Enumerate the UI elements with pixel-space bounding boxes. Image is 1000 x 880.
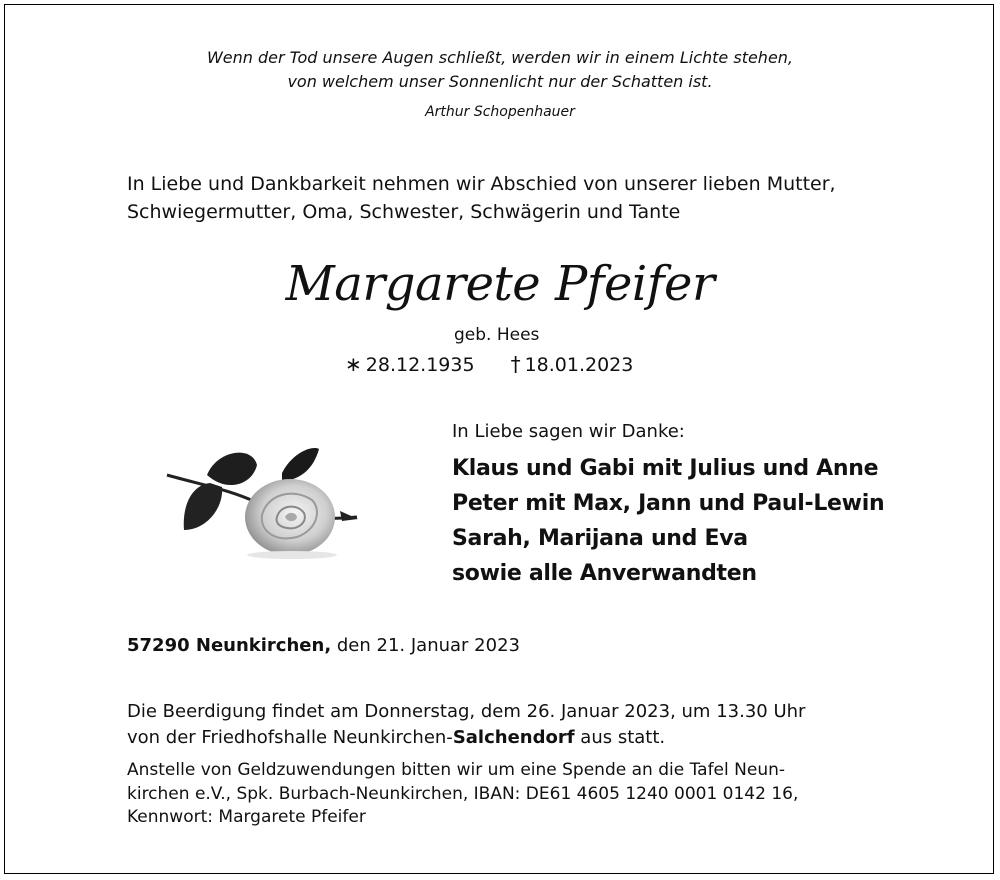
- intro-line-1: In Liebe und Dankbarkeit nehmen wir Abschied von unserer lieben Mutter,: [127, 173, 836, 195]
- death-date: 18.01.2023: [524, 354, 634, 376]
- donation-info: [127, 759, 897, 830]
- family-line-1: Klaus und Gabi mit Julius und Anne: [452, 456, 879, 481]
- funeral-info: [127, 699, 897, 751]
- intro-text: [127, 170, 907, 226]
- family-line-2: Peter mit Max, Jann und Paul-Lewin: [452, 491, 885, 516]
- place-city: 57290 Neunkirchen,: [127, 635, 332, 656]
- quote-line-1: Wenn der Tod unsere Augen schließt, werden wir in einem Lichte stehen,: [206, 48, 794, 67]
- quote-author: Arthur Schopenhauer: [425, 104, 575, 120]
- intro-line-2: Schwiegermutter, Oma, Schwester, Schwägerin und Tante: [127, 201, 681, 223]
- funeral-line-2-c: aus statt.: [574, 727, 666, 748]
- life-dates: [345, 351, 633, 378]
- donation-line-3: Kennwort: Margarete Pfeifer: [127, 807, 366, 827]
- thanks-lead: In Liebe sagen wir Danke:: [452, 421, 685, 442]
- donation-line-2: kirchen e.V., Spk. Burbach-Neunkirchen, IBAN: DE61 4605 1240 0001 0142 16,: [127, 783, 799, 804]
- place-date-text: den 21. Januar 2023: [331, 635, 520, 656]
- family-list: [452, 451, 932, 591]
- funeral-line-2: [127, 725, 897, 751]
- funeral-location: Salchendorf: [452, 727, 575, 748]
- quote-line-2: von welchem unser Sonnenlicht nur der Schatten ist.: [287, 72, 713, 91]
- born-name: geb. Hees: [454, 325, 540, 345]
- death-cross-icon: †: [510, 352, 521, 376]
- funeral-line-2-a: von der Friedhofshalle Neunkirchen-: [127, 727, 453, 748]
- deceased-name: Margarete Pfeifer: [285, 256, 715, 312]
- donation-line-1: Anstelle von Geldzuwendungen bitten wir um eine Spende an die Tafel Neun-: [127, 760, 786, 780]
- birth-date: 28.12.1935: [365, 354, 475, 376]
- rose-icon: [162, 445, 362, 560]
- funeral-line-1: Die Beerdigung findet am Donnerstag, dem 26. Januar 2023, um 13.30 Uhr: [127, 701, 806, 722]
- family-line-4: sowie alle Anverwandten: [452, 561, 757, 586]
- birth-star-icon: ∗: [345, 352, 362, 376]
- family-line-3: Sarah, Marijana und Eva: [452, 526, 748, 551]
- place-date: [127, 633, 520, 659]
